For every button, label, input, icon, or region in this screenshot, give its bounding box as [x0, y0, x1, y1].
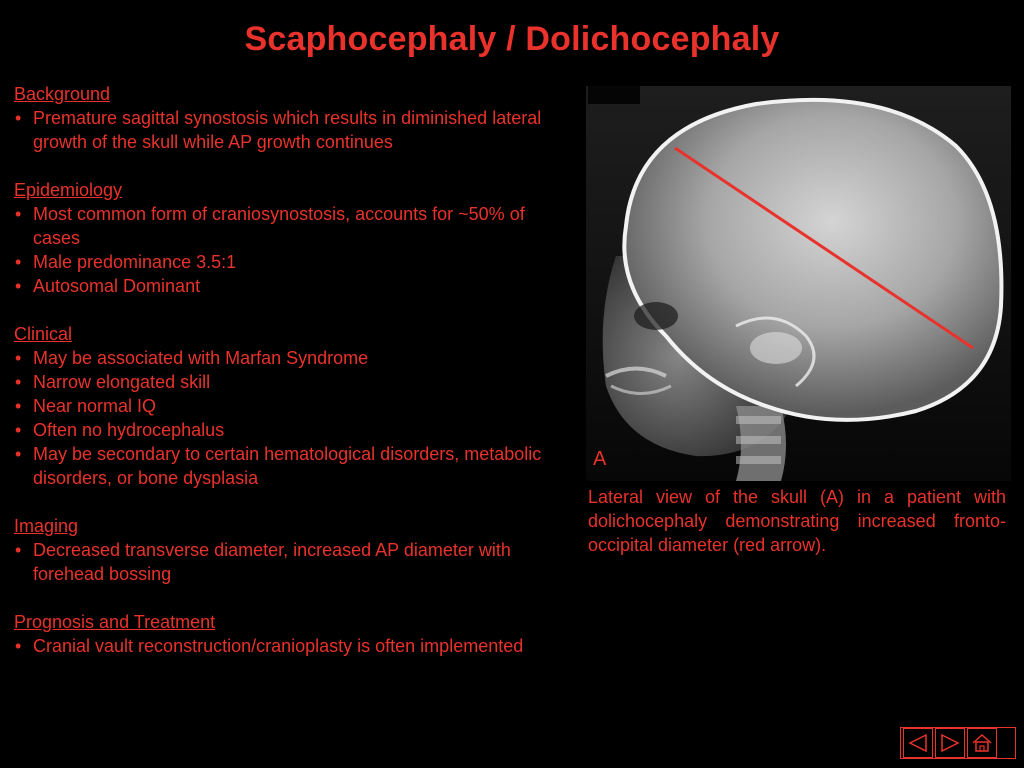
- bullet-list: [14, 538, 574, 586]
- bullet-item: • Autosomal Dominant: [14, 274, 574, 298]
- section-heading-clinical: Clinical: [14, 324, 73, 344]
- slide-title: Scaphocephaly / Dolichocephaly: [244, 20, 780, 58]
- section-heading-epidemiology: Epidemiology: [14, 180, 123, 200]
- skull-xray-image: [586, 86, 1011, 481]
- skull-xray-illustration: [586, 86, 1011, 481]
- bullet-list: [14, 106, 574, 154]
- bullet-item: • May be associated with Marfan Syndrome: [14, 346, 574, 370]
- section-heading-prognosis: Prognosis and Treatment: [14, 612, 216, 632]
- home-button[interactable]: [967, 728, 997, 758]
- previous-button[interactable]: [903, 728, 933, 758]
- section-heading-imaging: Imaging: [14, 516, 79, 536]
- section-prognosis: [14, 610, 574, 658]
- section-background: [14, 82, 574, 154]
- bullet-item: • Cranial vault reconstruction/cranioplasty is often implemented: [14, 634, 574, 658]
- section-clinical: [14, 322, 574, 490]
- bullet-item: • Most common form of craniosynostosis, accounts for ~50% of cases: [14, 202, 574, 250]
- section-epidemiology: [14, 178, 574, 298]
- content-column: [14, 82, 574, 682]
- bullet-list: [14, 634, 574, 658]
- bullet-item: • Premature sagittal synostosis which results in diminished lateral growth of the skull while AP growth continues: [14, 106, 574, 154]
- figure-label: A: [593, 448, 607, 470]
- previous-icon: [907, 733, 929, 753]
- bullet-item: • Often no hydrocephalus: [14, 418, 574, 442]
- slide-navigation: [903, 728, 999, 758]
- bullet-item: • Male predominance 3.5:1: [14, 250, 574, 274]
- bullet-item: • May be secondary to certain hematological disorders, metabolic disorders, or bone dysplasia: [14, 442, 574, 490]
- bullet-item: • Narrow elongated skill: [14, 370, 574, 394]
- bullet-list: [14, 202, 574, 298]
- bullet-item: • Near normal IQ: [14, 394, 574, 418]
- bullet-item: • Decreased transverse diameter, increased AP diameter with forehead bossing: [14, 538, 574, 586]
- section-heading-background: Background: [14, 84, 111, 104]
- next-button[interactable]: [935, 728, 965, 758]
- figure-caption: Lateral view of the skull (A) in a patient with dolichocephaly demonstrating increased fronto-occipital diameter (red arrow).: [588, 487, 1006, 555]
- bullet-list: [14, 346, 574, 490]
- next-icon: [939, 733, 961, 753]
- section-imaging: [14, 514, 574, 586]
- home-icon: [971, 733, 993, 753]
